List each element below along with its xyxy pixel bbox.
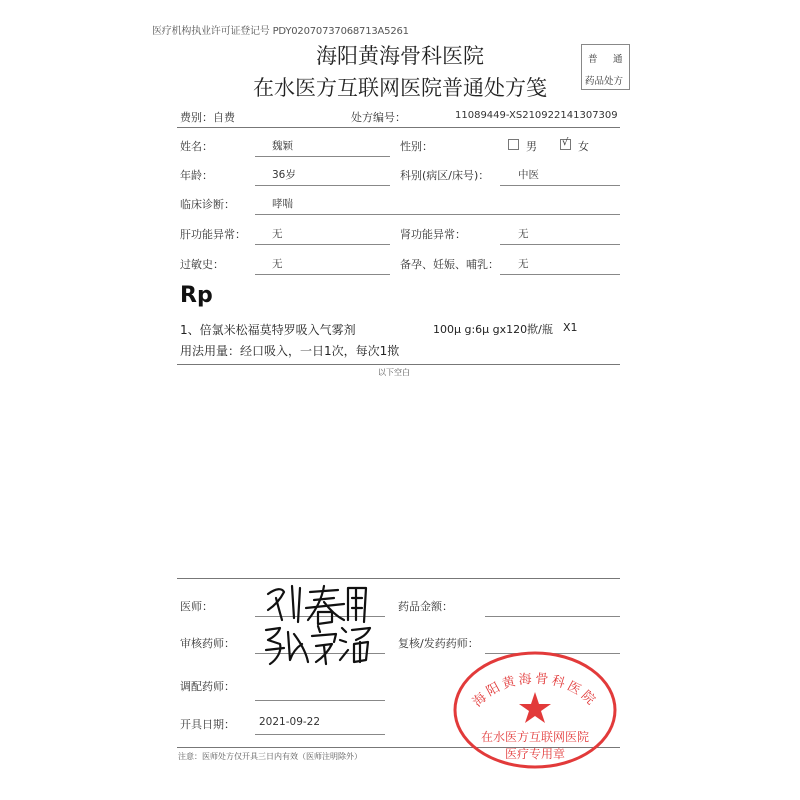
doctor-label: 医师： <box>180 600 213 613</box>
checker-label: 复核/发药药师： <box>398 637 479 650</box>
rx-symbol: Rp <box>180 283 213 308</box>
check-mark-icon: √ <box>562 137 569 148</box>
hospital-seal <box>450 648 620 773</box>
dept-value: 中医 <box>518 169 539 181</box>
seal-line-2: 医疗专用章 <box>504 747 566 761</box>
dispenser-underline <box>255 700 385 701</box>
male-label: 男 <box>526 140 537 153</box>
pregnancy-value: 无 <box>518 258 529 270</box>
gender-label: 性别： <box>400 140 433 153</box>
allergy-label: 过敏史： <box>180 258 224 271</box>
drug-amount-underline <box>485 616 620 617</box>
rx-number-value: 11089449-XS210922141307309 <box>455 110 618 121</box>
name-label: 姓名： <box>180 140 213 153</box>
kidney-function-label: 肾功能异常： <box>400 228 466 241</box>
liver-underline <box>255 244 390 245</box>
age-underline <box>255 185 390 186</box>
pregnancy-underline <box>500 274 620 275</box>
allergy-value: 无 <box>272 258 283 270</box>
medication-quantity: X1 <box>563 321 578 334</box>
female-checkbox[interactable] <box>560 139 571 150</box>
prescription-type-box <box>581 44 630 90</box>
license-number: 医疗机构执业许可证登记号 PDY02070737068713A5261 <box>152 26 409 37</box>
reviewer-label: 审核药师： <box>180 637 235 650</box>
usage-instructions: 用法用量：经口吸入，一日1次，每次1揿 <box>180 344 400 358</box>
rx-divider <box>177 364 620 365</box>
male-checkbox[interactable] <box>508 139 519 150</box>
kidney-function-value: 无 <box>518 228 529 240</box>
prescription-type-label: 药品处方 <box>585 76 624 87</box>
prescription-type-char-1: 普 <box>588 54 598 65</box>
form-title: 在水医方互联网医院普通处方笺 <box>253 76 547 100</box>
prescription-type-char-2: 通 <box>613 54 623 65</box>
drug-amount-label: 药品金额： <box>398 600 453 613</box>
diagnosis-underline <box>255 214 620 215</box>
dept-underline <box>500 185 620 186</box>
name-underline <box>255 156 390 157</box>
name-value: 魏颖 <box>272 140 293 152</box>
doctor-signature <box>262 580 372 625</box>
seal-line-1: 在水医方互联网医院 <box>480 730 590 744</box>
date-value: 2021-09-22 <box>259 716 321 728</box>
female-label: 女 <box>578 140 589 153</box>
fee-type: 费别：自费 <box>180 111 235 124</box>
medication-spec: 100μ g:6μ gx120揿/瓶 <box>433 323 553 336</box>
hospital-name: 海阳黄海骨科医院 <box>316 44 484 68</box>
liver-function-value: 无 <box>272 228 283 240</box>
reviewer-signature <box>262 620 374 668</box>
kidney-underline <box>500 244 620 245</box>
date-underline <box>255 734 385 735</box>
seal-top-text: 海阳黄海骨科医院 <box>470 671 600 711</box>
medication-item: 1、倍氯米松福莫特罗吸入气雾剂 <box>180 323 356 337</box>
dept-label: 科别(病区/床号)： <box>400 169 490 182</box>
blank-below-note: 以下空白 <box>378 368 410 377</box>
diagnosis-label: 临床诊断： <box>180 198 235 211</box>
liver-function-label: 肝功能异常： <box>180 228 246 241</box>
age-label: 年龄： <box>180 169 213 182</box>
diagnosis-value: 哮喘 <box>272 198 293 210</box>
pregnancy-label: 备孕、妊娠、哺乳： <box>400 258 499 271</box>
age-value: 36岁 <box>272 169 296 181</box>
header-divider <box>177 127 620 128</box>
footer-divider <box>177 578 620 579</box>
dispenser-label: 调配药师： <box>180 680 235 693</box>
rx-number-label: 处方编号： <box>351 111 406 124</box>
date-label: 开具日期： <box>180 718 235 731</box>
allergy-underline <box>255 274 390 275</box>
validity-notice: 注意：医师处方仅开具三日内有效（医师注明除外） <box>178 752 362 761</box>
